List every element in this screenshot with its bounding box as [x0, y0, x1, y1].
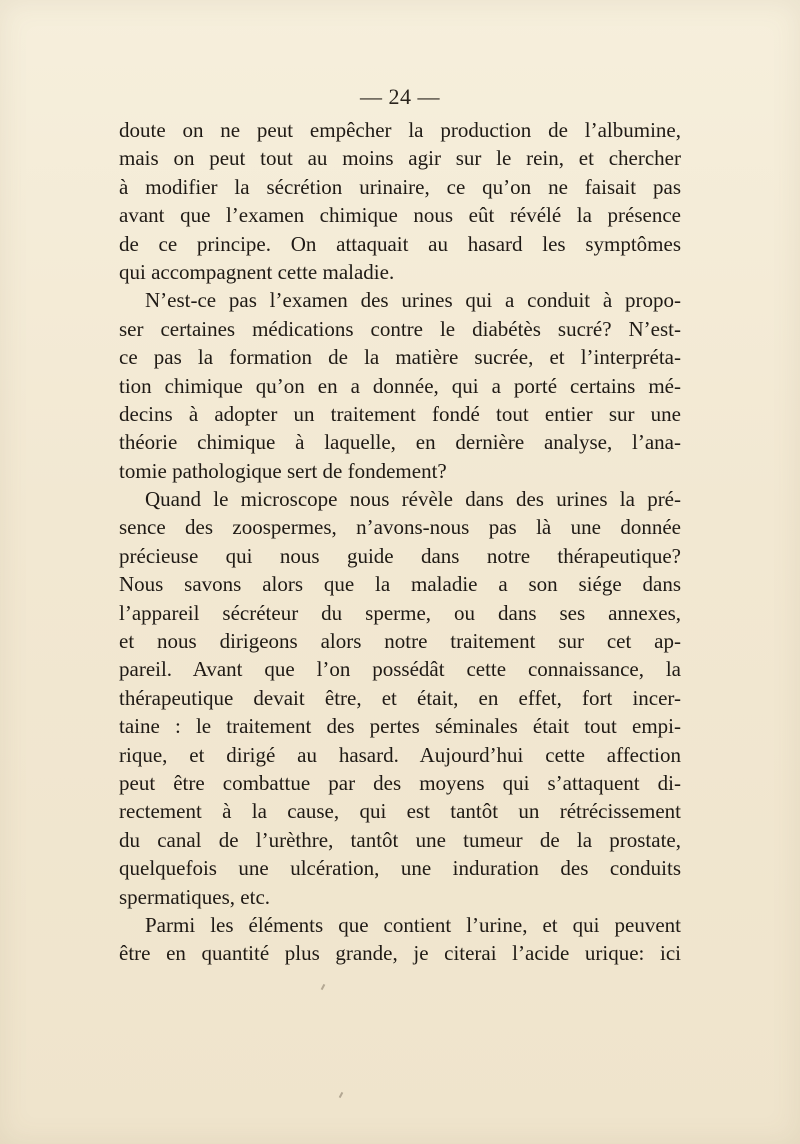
text-line-18: l’appareil sécréteur du sperme, ou dans ses annexes,	[119, 600, 681, 625]
text-line-11: decins à adopter un traitement fondé tout entier sur une	[119, 401, 681, 426]
text-line-23: rique, et dirigé au hasard. Aujourd’hui cette affection	[119, 742, 681, 767]
text-line-30: être en quantité plus grande, je citerai l’acide urique: ici	[119, 941, 681, 966]
text-line-19: et nous dirigeons alors notre traitement sur cet ap-	[119, 629, 681, 654]
text-line-27: quelquefois une ulcération, une induration des conduits	[119, 856, 681, 881]
text-line-12: théorie chimique à laquelle, en dernière analyse, l’ana-	[119, 430, 681, 455]
text-line-5: de ce principe. On attaquait au hasard les symptômes	[119, 231, 681, 256]
text-line-6: qui accompagnent cette maladie.	[119, 259, 395, 284]
text-line-9: ce pas la formation de la matière sucrée, et l’interpréta-	[119, 345, 681, 370]
text-line-28: spermatiques, etc.	[119, 884, 271, 909]
text-line-17: Nous savons alors que la maladie a son siége dans	[119, 572, 681, 597]
text-line-4: avant que l’examen chimique nous eût révélé la présence	[119, 203, 681, 228]
ink-speck-mark	[321, 984, 326, 990]
text-line-1: doute on ne peut empêcher la production de l’albumine,	[119, 118, 681, 142]
text-line-7: N’est-ce pas l’examen des urines qui a conduit à propo-	[145, 288, 681, 313]
text-line-13: tomie pathologique sert de fondement?	[119, 458, 447, 483]
text-line-25: rectement à la cause, qui est tantôt un rétrécissement	[119, 799, 681, 824]
page-number: — 24 —	[360, 84, 440, 109]
text-line-15: sence des zoospermes, n’avons-nous pas là une donnée	[119, 515, 681, 540]
text-line-2: mais on peut tout au moins agir sur le rein, et chercher	[119, 146, 681, 171]
text-line-16: précieuse qui nous guide dans notre thérapeutique?	[119, 543, 681, 568]
text-line-20: pareil. Avant que l’on possédât cette connaissance, la	[119, 657, 681, 682]
text-line-26: du canal de l’urèthre, tantôt une tumeur de la prostate,	[119, 827, 681, 852]
text-line-29: Parmi les éléments que contient l’urine, et qui peuvent	[145, 912, 681, 937]
text-line-3: à modifier la sécrétion urinaire, ce qu’on ne faisait pas	[119, 174, 681, 199]
text-line-21: thérapeutique devait être, et était, en effet, fort incer-	[119, 685, 681, 710]
text-line-22: taine : le traitement des pertes séminales était tout empi-	[119, 714, 681, 739]
body-text	[119, 116, 681, 968]
text-line-24: peut être combattue par des moyens qui s’attaquent di-	[119, 770, 681, 795]
text-line-10: tion chimique qu’on en a donnée, qui a porté certains mé-	[119, 373, 681, 398]
ink-speck-mark	[339, 1092, 344, 1098]
text-line-8: ser certaines médications contre le diabétès sucré? N’est-	[119, 316, 681, 341]
text-line-14: Quand le microscope nous révèle dans des urines la pré-	[145, 487, 681, 512]
